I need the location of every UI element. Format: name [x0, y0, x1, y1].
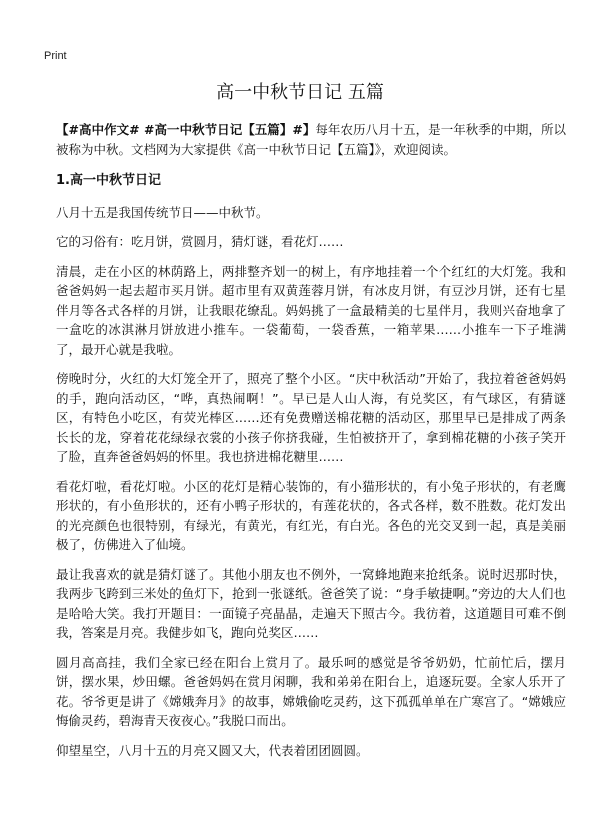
- paragraph-3: 清晨，走在小区的林荫路上，两排整齐划一的树上，有序地挂着一个个红红的大灯笼。我和爸爸妈妈一起去超市买月饼。超市里有双黄莲蓉月饼，有冰皮月饼，有豆沙月饼，还有七星伴月等各式各样的月饼，让我眼花缭乱。妈妈挑了一盒最精美的七星伴月，我则兴奋地拿了一盒吃的冰淇淋月饼放进小推车。一袋葡萄，一袋香蕉，一箱苹果……小推车一下子堆满了，最开心就是我啦。: [56, 263, 566, 357]
- intro-paragraph: [56, 120, 566, 159]
- article-body: [56, 120, 566, 770]
- intro-tag: 【#高中作文# #高一中秋节日记【五篇】#】: [56, 122, 316, 137]
- paragraph-6: 最让我喜欢的就是猜灯谜了。其他小朋友也不例外，一窝蜂地跑来抢纸条。说时迟那时快，我两步飞跨到三米处的鱼灯下，抢到一张谜纸。爸爸笑了说：“身手敏捷啊。”旁边的大人们也是哈哈大笑。我打开题目：一面镜子亮晶晶，走遍天下照古今。我彷着，这道题目可难不倒我，答案是月亮。我健步如飞，跑向兑奖区……: [56, 566, 566, 640]
- paragraph-2: 它的习俗有：吃月饼，赏圆月，猜灯谜，看花灯……: [56, 234, 344, 249]
- paragraph-4: 傍晚时分，火红的大灯笼全开了，照亮了整个小区。“庆中秋活动”开始了，我拉着爸爸妈妈的手，跑向活动区，“哗，真热闹啊！”。早已是人山人海，有兑奖区，有气球区，有猜谜区，有特色小吃区，有荧光棒区……还有免费赠送棉花糖的活动区，那里早已是排成了两条长长的龙，穿着花花绿绿衣裳的小孩子你挤我碰，生怕被挤开了，拿到棉花糖的小孩子笑开了脸，直奔爸爸妈妈的怀里。我也挤进棉花糖里……: [56, 371, 566, 464]
- paragraph-8: 仰望星空，八月十五的月亮又圆又大，代表着团团圆圆。: [56, 742, 369, 758]
- print-link[interactable]: Print: [44, 50, 67, 62]
- paragraph-5: 看花灯啦，看花灯啦。小区的花灯是精心装饰的，有小猫形状的，有小兔子形状的，有老鹰形状的，有小鱼形状的，还有小鸭子形状的，有莲花状的，各式各样，数不胜数。花灯发出的光亮颜色也很特别，有绿光，有黄光，有红光，有白光。各色的光交叉到一起，真是美丽极了，仿佛进入了仙境。: [56, 478, 566, 552]
- paragraph-7: 圆月高高挂，我们全家已经在阳台上赏月了。最乐呵的感觉是爷爷奶奶，忙前忙后，摆月饼，摆水果，炒田螺。爸爸妈妈在赏月闲聊，我和弟弟在阳台上，追逐玩耍。全家人乐开了花。爷爷更是讲了《嫦娥奔月》的故事，嫦娥偷吃灵药，这下孤孤单单在广寒宫了。“嫦娥应悔偷灵药，碧海青天夜夜心。”我脱口而出。: [56, 654, 566, 728]
- section-heading: 1.高一中秋节日记: [56, 173, 161, 188]
- intro-text: 每年农历八月十五，是一年秋季的中期，所以被称为中秋。文档网为大家提供《高一中秋节日记【五篇】》，欢迎阅读。: [56, 122, 566, 157]
- paragraph-1: 八月十五是我国传统节日——中秋节。: [56, 204, 269, 220]
- page-title: 高一中秋节日记 五篇: [216, 82, 384, 103]
